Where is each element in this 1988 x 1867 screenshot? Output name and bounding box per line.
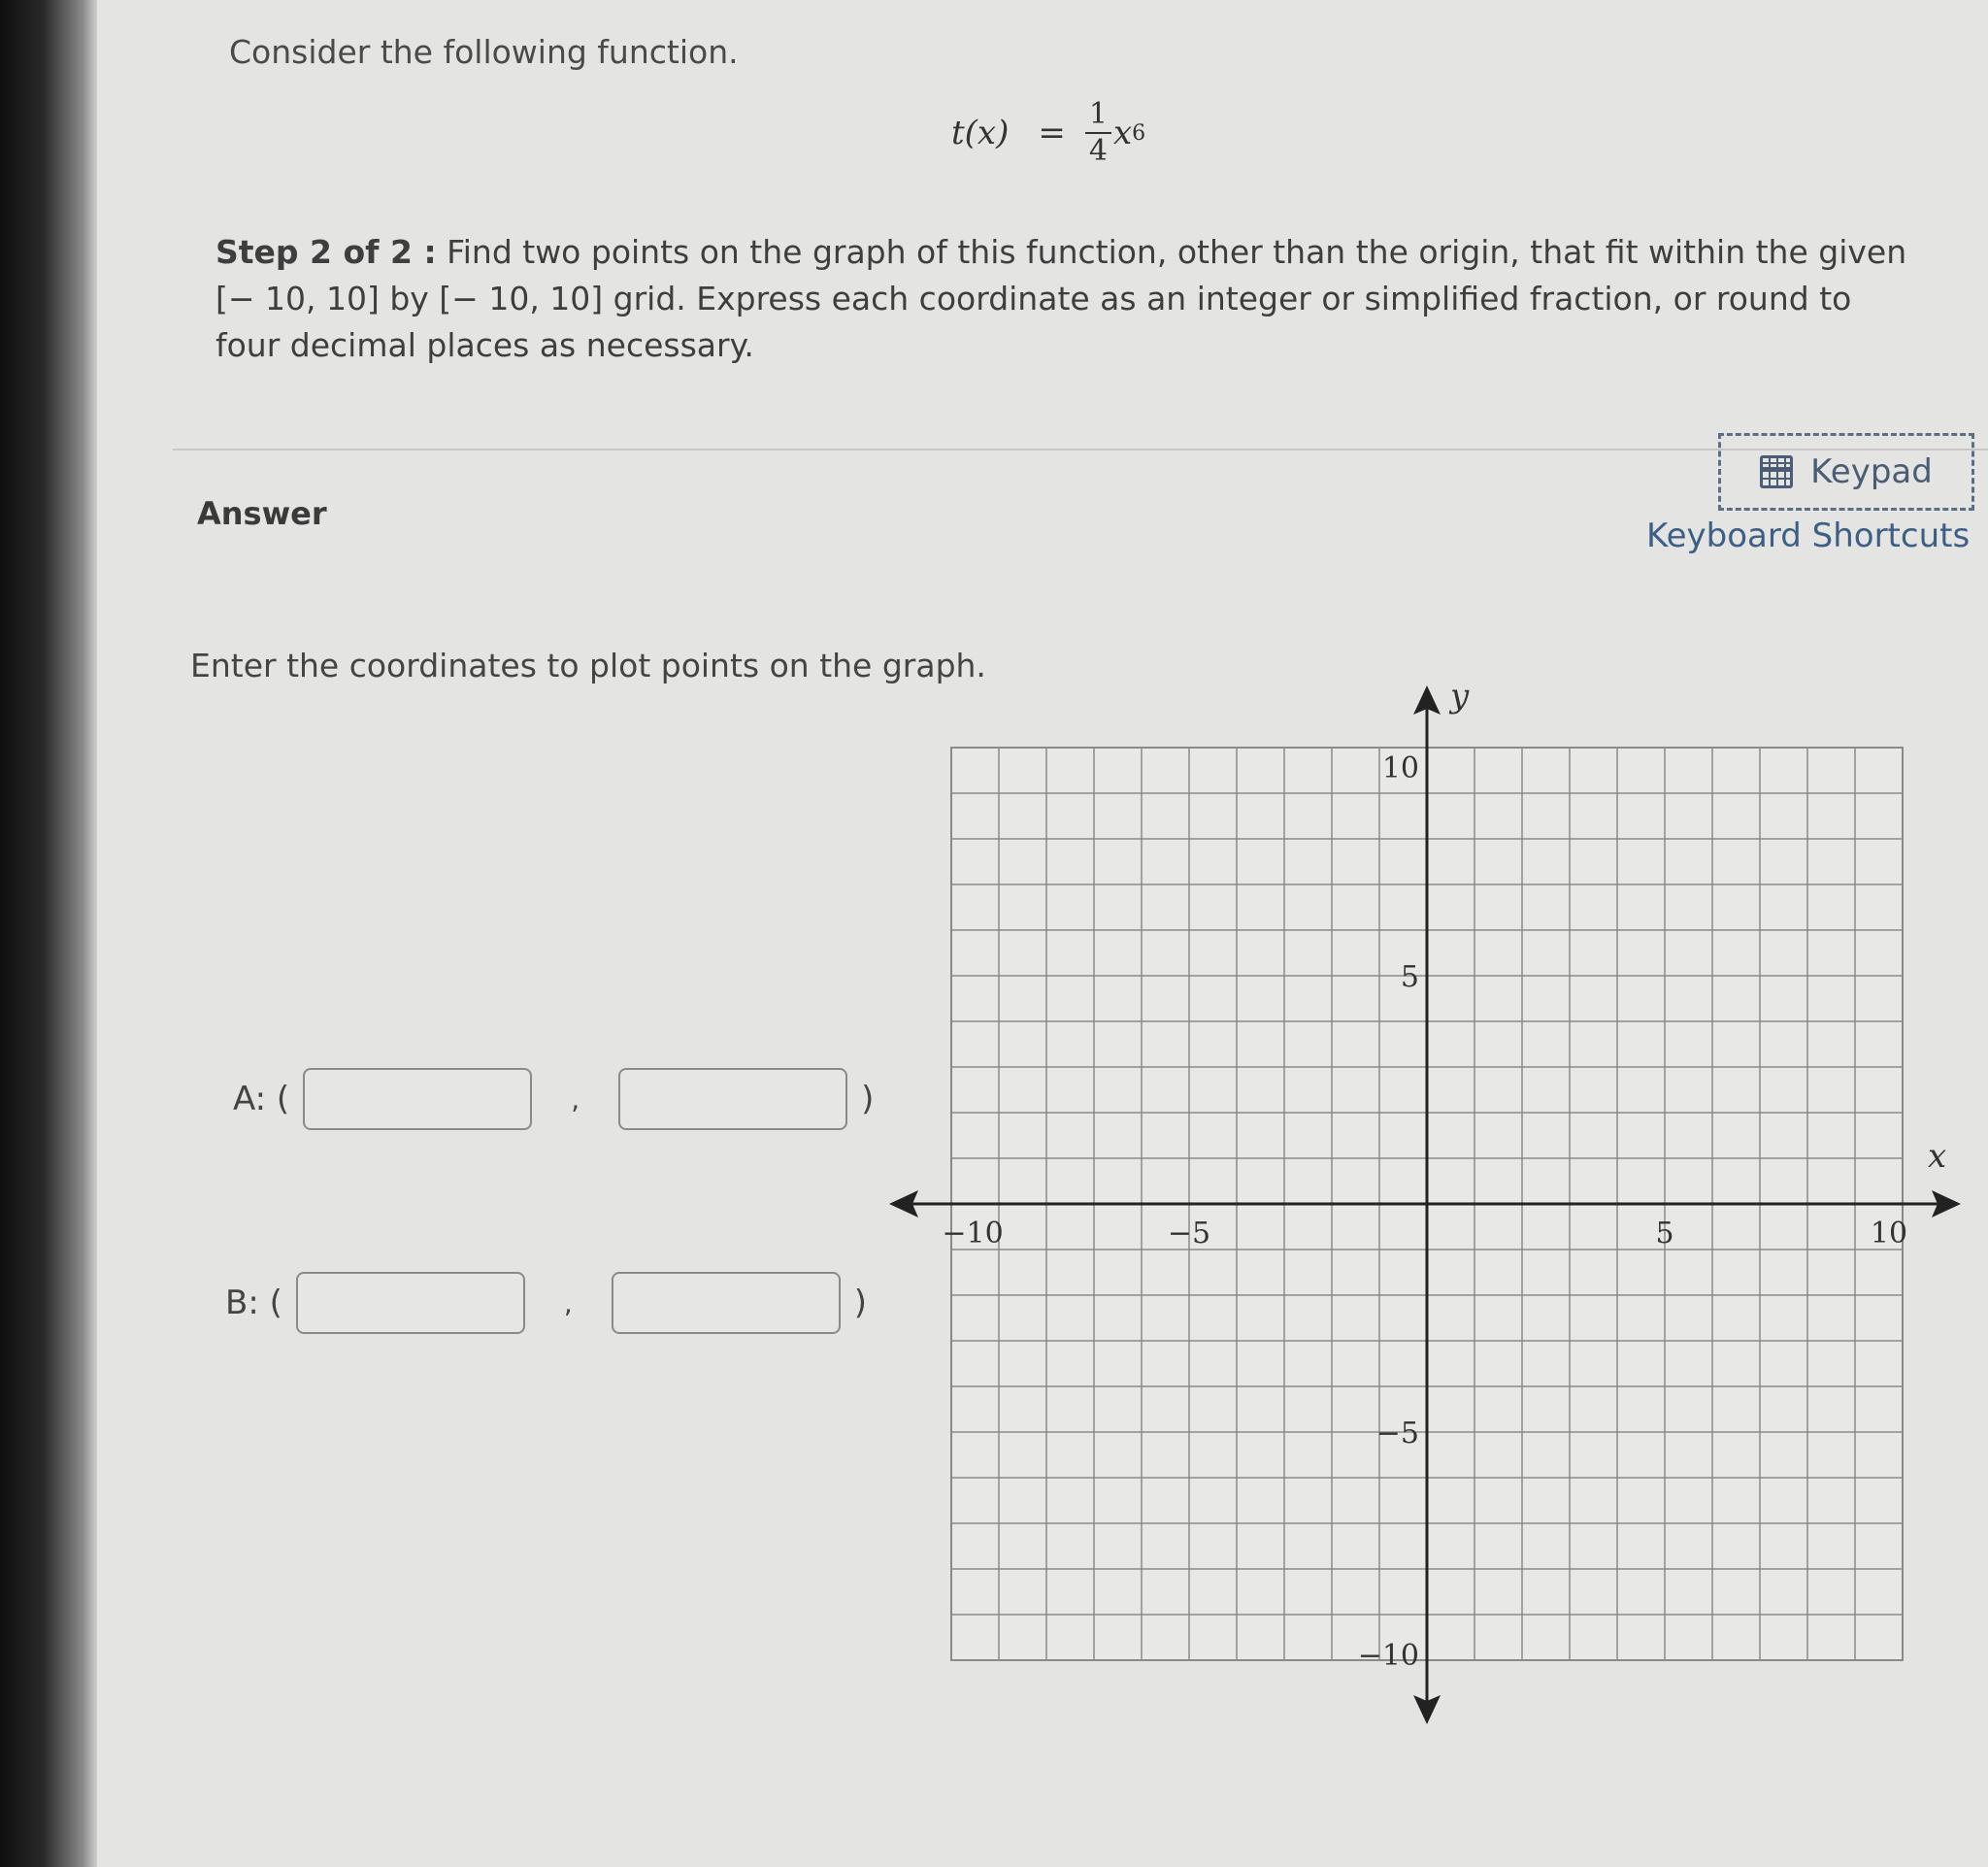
formula-exponent: 6 (1132, 120, 1146, 146)
point-b-row (225, 1272, 867, 1334)
fraction-denominator: 4 (1088, 134, 1108, 168)
keypad-label: Keypad (1810, 452, 1933, 491)
calculator-icon (1760, 455, 1793, 488)
y-tick-label: 10 (1381, 751, 1419, 785)
x-tick-label: 5 (1655, 1217, 1674, 1250)
device-bezel (0, 0, 97, 1867)
step-text: Find two points on the graph of this function, other than the origin, that fit within the given [− 10, 10] by [− 10, 10] grid. Express each coordinate as an integer or simplified fraction, or round to four decimal places as necessary. (215, 233, 1907, 364)
step-instructions (215, 229, 1914, 369)
formula-variable: x (1112, 114, 1133, 152)
point-b-label: B: ( (225, 1284, 282, 1322)
plot-instruction: Enter the coordinates to plot points on the graph. (190, 647, 986, 684)
function-formula (951, 97, 1145, 169)
step-label: Step 2 of 2 : (215, 233, 437, 271)
y-axis-label: y (1450, 680, 1470, 716)
x-tick-label: −5 (1167, 1217, 1211, 1250)
point-a-row (233, 1068, 874, 1130)
keyboard-shortcuts-link[interactable]: Keyboard Shortcuts (1646, 517, 1971, 555)
point-a-label: A: ( (233, 1080, 290, 1118)
problem-intro: Consider the following function. (229, 33, 739, 71)
fraction-numerator: 1 (1085, 97, 1111, 134)
y-tick-label: −10 (1357, 1639, 1419, 1673)
y-tick-label: 5 (1400, 960, 1419, 994)
y-tick-label: −5 (1375, 1417, 1419, 1450)
point-b-separator: , (563, 1286, 573, 1319)
point-a-close: ) (861, 1080, 875, 1118)
point-a-x-input[interactable] (303, 1068, 532, 1130)
x-axis-label: x (1928, 1137, 1947, 1176)
formula-lhs: t(x) (951, 114, 1010, 152)
answer-heading: Answer (197, 495, 327, 532)
point-a-separator: , (571, 1083, 580, 1116)
keypad-button[interactable] (1718, 433, 1974, 511)
point-b-x-input[interactable] (296, 1272, 525, 1334)
point-b-close: ) (853, 1284, 868, 1322)
point-b-y-input[interactable] (612, 1272, 841, 1334)
point-a-y-input[interactable] (618, 1068, 847, 1130)
formula-equals: = (1038, 114, 1066, 152)
x-tick-label: −10 (942, 1217, 1004, 1250)
formula-fraction (1085, 97, 1111, 169)
section-divider (173, 449, 1988, 450)
x-tick-label: 10 (1870, 1217, 1908, 1250)
coordinate-graph[interactable] (883, 680, 1971, 1738)
